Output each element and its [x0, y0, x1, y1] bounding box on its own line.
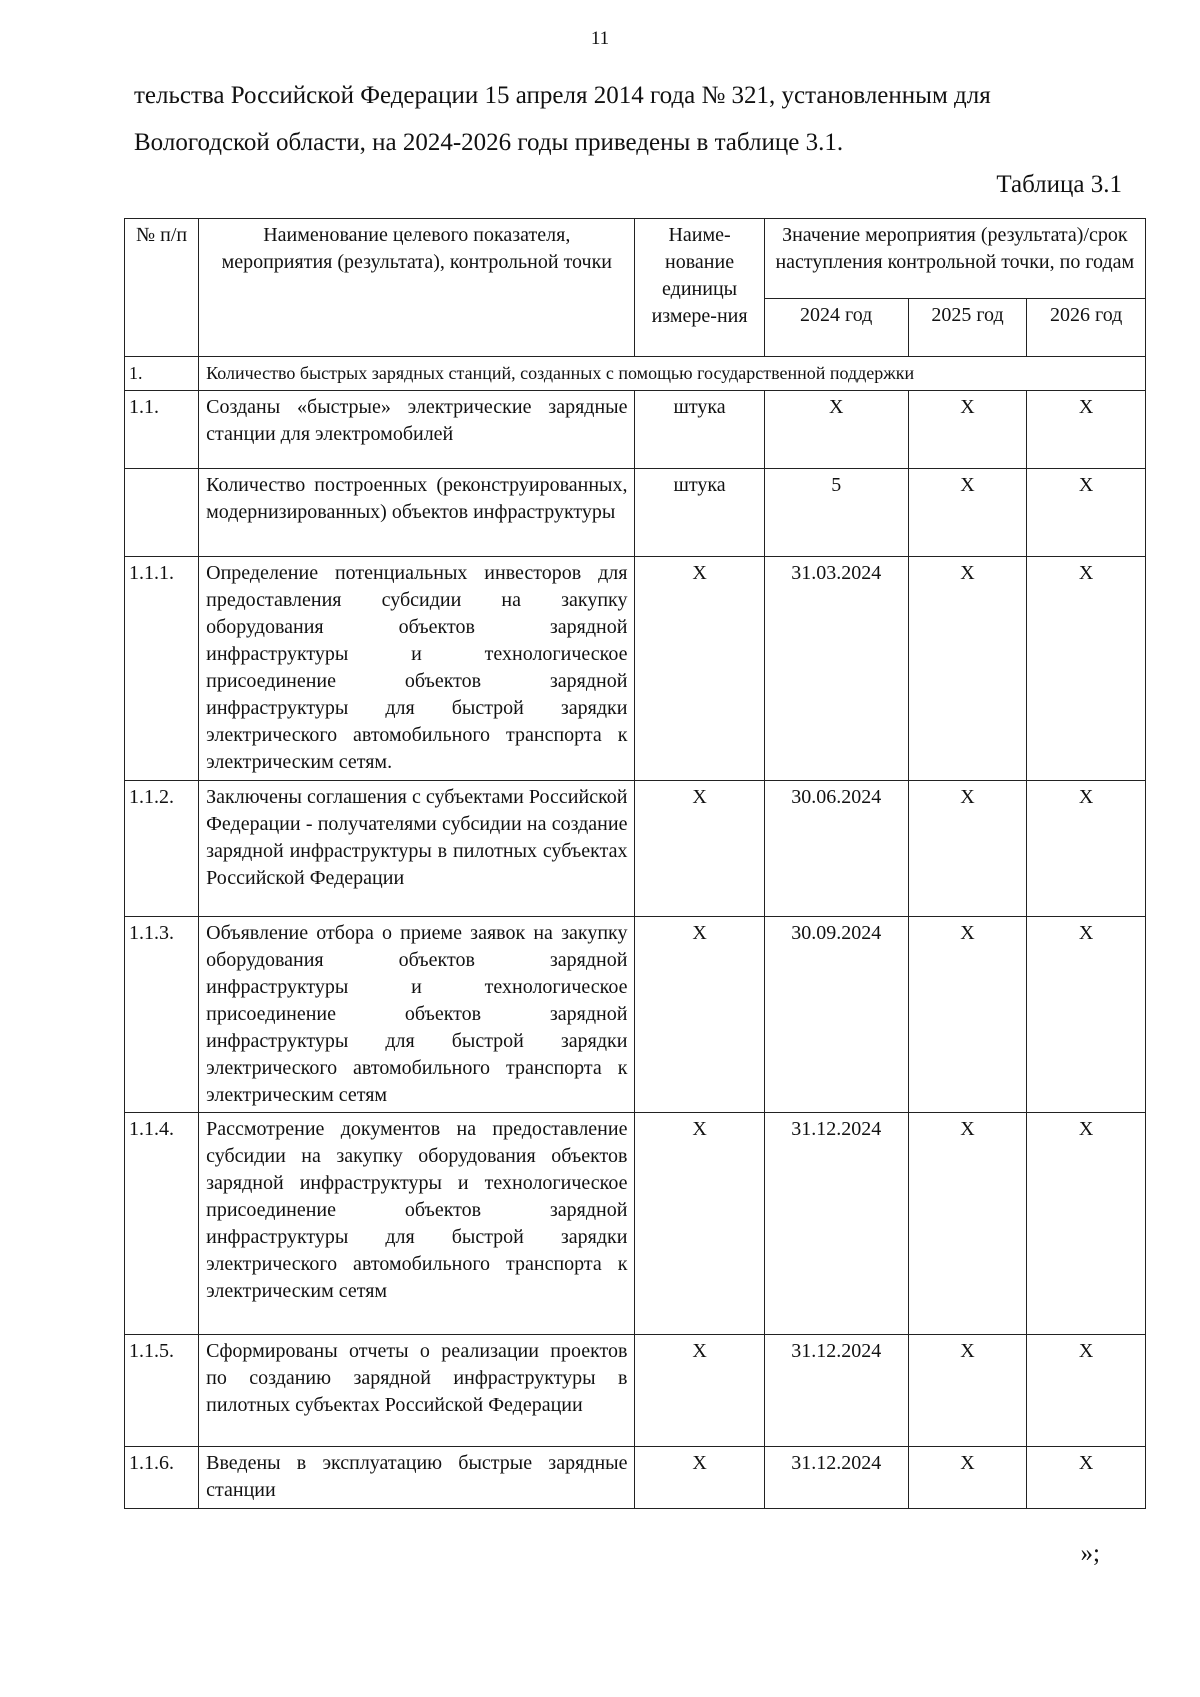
row-2025: X [908, 557, 1027, 781]
row-2024: 5 [764, 469, 908, 557]
row-unit: X [635, 781, 764, 917]
row-2026: X [1027, 1447, 1146, 1509]
row-name: Созданы «быстрые» электрические зарядные станции для электромобилей [199, 391, 635, 469]
section-num: 1. [125, 357, 199, 391]
table-caption: Таблица 3.1 [996, 171, 1122, 198]
row-2025: X [908, 469, 1027, 557]
header-2026: 2026 год [1027, 299, 1146, 357]
row-name: Введены в эксплуатацию быстрые зарядные станции [199, 1447, 635, 1509]
intro-line-1: тельства Российской Федерации 15 апреля 2014 года № 321, установленным для [134, 82, 991, 109]
row-num: 1.1. [125, 391, 199, 469]
header-num: № п/п [125, 219, 199, 357]
table-row [125, 469, 1146, 557]
row-2025: X [908, 391, 1027, 469]
header-2024: 2024 год [764, 299, 908, 357]
row-2026: X [1027, 1113, 1146, 1335]
row-2024: X [764, 391, 908, 469]
table-row [125, 1335, 1146, 1447]
row-2026: X [1027, 917, 1146, 1113]
row-2026: X [1027, 557, 1146, 781]
row-2024: 31.12.2024 [764, 1335, 908, 1447]
intro-paragraph [134, 72, 1124, 166]
intro-line-2: Вологодской области, на 2024-2026 годы приведены в таблице 3.1. [134, 129, 844, 156]
row-2026: X [1027, 781, 1146, 917]
section-row [125, 357, 1146, 391]
row-2025: X [908, 1113, 1027, 1335]
table-row [125, 1113, 1146, 1335]
row-num: 1.1.4. [125, 1113, 199, 1335]
row-2024: 30.09.2024 [764, 917, 908, 1113]
row-name: Рассмотрение документов на предоставление субсидии на закупку оборудования объектов зарядной инфраструктуры и технологическое присоединение объектов зарядной инфраструктуры для быстрой зарядки электрического автомобильного транспорта к электрическим сетям [199, 1113, 635, 1335]
row-2024: 31.03.2024 [764, 557, 908, 781]
header-2025: 2025 год [908, 299, 1027, 357]
table-row [125, 917, 1146, 1113]
row-unit: X [635, 1447, 764, 1509]
header-name: Наименование целевого показателя, мероприятия (результата), контрольной точки [199, 219, 635, 357]
row-unit: X [635, 917, 764, 1113]
table-row [125, 391, 1146, 469]
table-row [125, 781, 1146, 917]
row-2026: X [1027, 391, 1146, 469]
row-2026: X [1027, 1335, 1146, 1447]
row-num: 1.1.1. [125, 557, 199, 781]
row-name: Объявление отбора о приеме заявок на закупку оборудования объектов зарядной инфраструктуры и технологическое присоединение объектов зарядной инфраструктуры для быстрой зарядки электрического автомобильного транспорта к электрическим сетям [199, 917, 635, 1113]
row-num: 1.1.5. [125, 1335, 199, 1447]
table-row [125, 557, 1146, 781]
row-unit: штука [635, 391, 764, 469]
row-unit: X [635, 557, 764, 781]
page-number: 11 [590, 28, 610, 49]
row-2024: 31.12.2024 [764, 1447, 908, 1509]
header-unit: Наиме-нование единицы измере-ния [635, 219, 764, 357]
row-name: Количество построенных (реконструированных, модернизированных) объектов инфраструктуры [199, 469, 635, 557]
row-2025: X [908, 1447, 1027, 1509]
row-unit: X [635, 1335, 764, 1447]
row-num: 1.1.2. [125, 781, 199, 917]
row-2025: X [908, 917, 1027, 1113]
header-value: Значение мероприятия (результата)/срок наступления контрольной точки, по годам [764, 219, 1145, 299]
row-2025: X [908, 1335, 1027, 1447]
closing-quote: »; [1080, 1540, 1100, 1567]
row-2024: 30.06.2024 [764, 781, 908, 917]
row-name: Определение потенциальных инвесторов для предоставления субсидии на закупку оборудования объектов зарядной инфраструктуры и технологическое присоединение объектов зарядной инфраструктуры для быстрой зарядки электрического автомобильного транспорта к электрическим сетям. [199, 557, 635, 781]
row-unit: X [635, 1113, 764, 1335]
row-2026: X [1027, 469, 1146, 557]
row-num: 1.1.6. [125, 1447, 199, 1509]
row-name: Сформированы отчеты о реализации проектов по созданию зарядной инфраструктуры в пилотных субъектах Российской Федерации [199, 1335, 635, 1447]
row-unit: штука [635, 469, 764, 557]
row-name: Заключены соглашения с субъектами Российской Федерации - получателями субсидии на создание зарядной инфраструктуры в пилотных субъектах Российской Федерации [199, 781, 635, 917]
section-title: Количество быстрых зарядных станций, созданных с помощью государственной поддержки [199, 357, 1146, 391]
row-2025: X [908, 781, 1027, 917]
indicators-table [124, 218, 1146, 1509]
table-row [125, 1447, 1146, 1509]
row-2024: 31.12.2024 [764, 1113, 908, 1335]
row-num: 1.1.3. [125, 917, 199, 1113]
row-num [125, 469, 199, 557]
